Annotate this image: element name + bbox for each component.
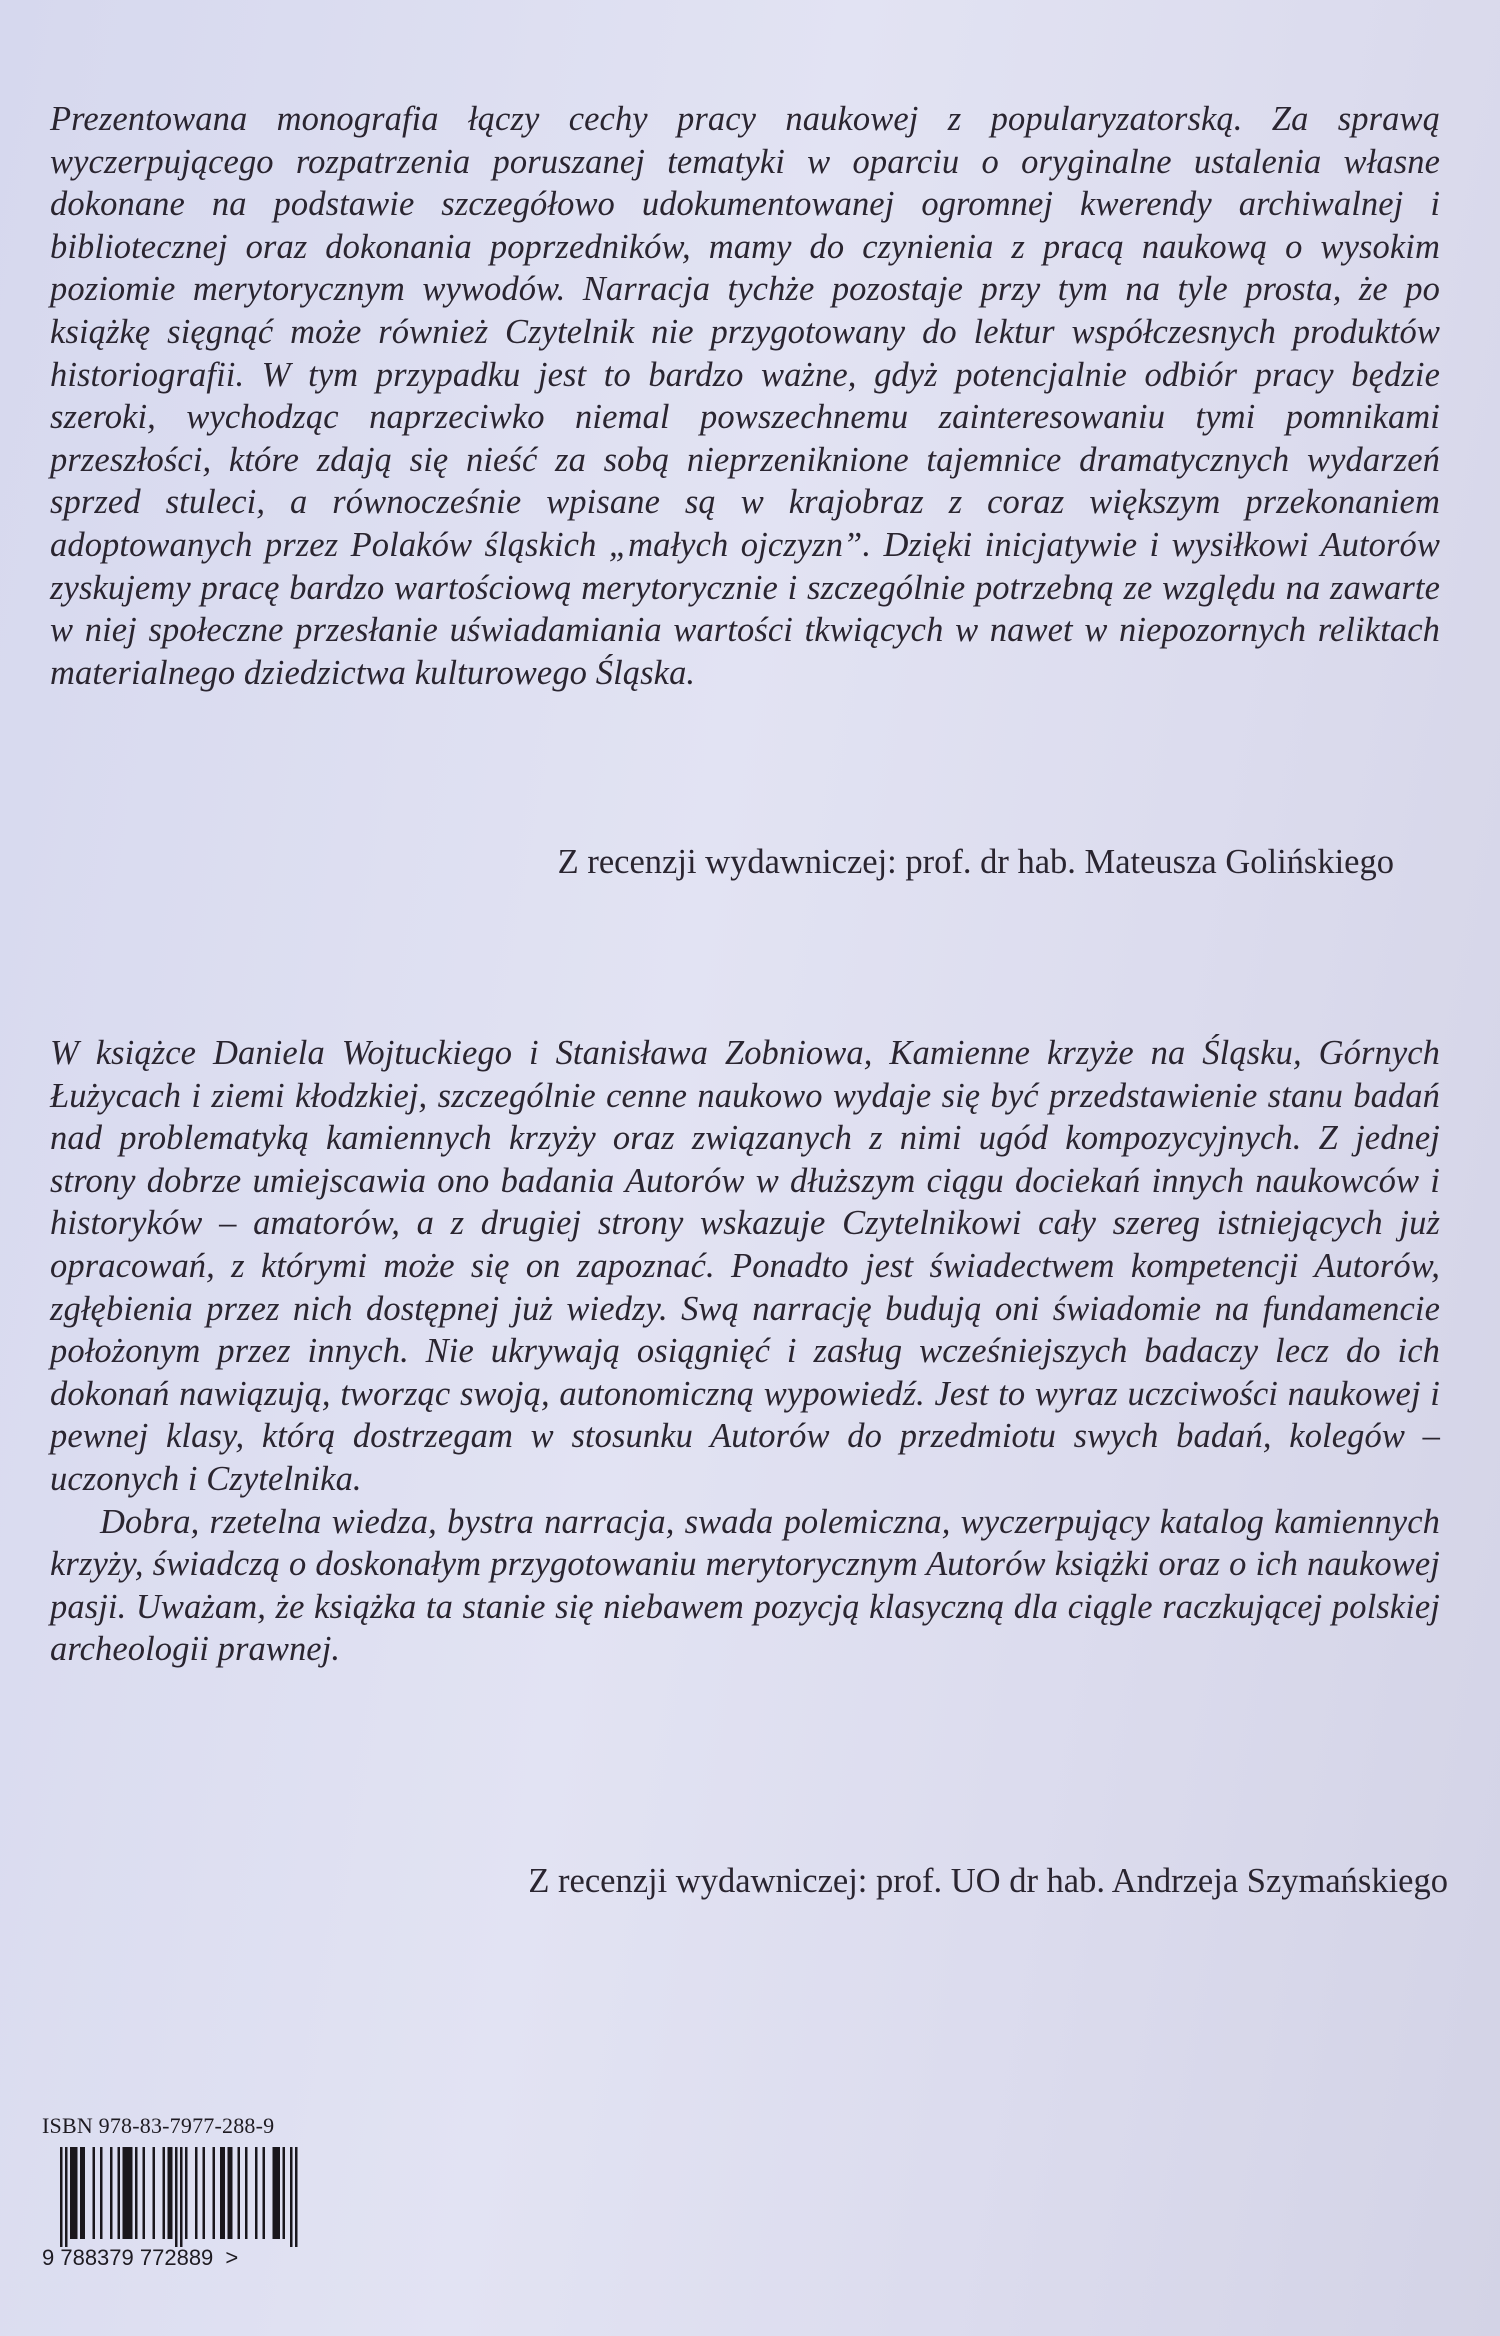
barcode-bar	[75, 2147, 78, 2239]
isbn-block	[42, 2113, 332, 2271]
barcode-bar	[245, 2147, 248, 2239]
review-1-attribution: Z recenzji wydawniczej: prof. dr hab. Mateusza Golińskiego	[557, 843, 1394, 881]
review-2-attribution: Z recenzji wydawniczej: prof. UO dr hab. Andrzeja Szymańskiego	[528, 1862, 1448, 1900]
barcode-bar	[185, 2147, 188, 2239]
barcode-bar	[128, 2147, 131, 2239]
barcode-graphic	[42, 2147, 332, 2247]
barcode-bar	[255, 2147, 258, 2239]
barcode-bar	[130, 2147, 133, 2239]
barcode-bar	[213, 2147, 216, 2239]
barcode-bar	[143, 2147, 146, 2239]
review-1-paragraph-1: Prezentowana monografia łączy cechy pracy naukowej z popularyzatorską. Za sprawą wyczerpującego rozpatrzenia poruszanej tematyki w oparciu o oryginalne ustalenia własne dokonane na podstawie szczegółowo udokumentowanej ogromnej kwerendy archiwalnej i bibliotecznej oraz dokonania poprzedników, mamy do czynienia z pracą naukową o wysokim poziomie merytorycznym wywodów. Narracja tychże pozostaje przy tym na tyle prosta, że po książkę sięgnąć może również Czytelnik nie przygotowany do lektur współczesnych produktów historiografii. W tym przypadku jest to bardzo ważne, gdyż potencjalnie odbiór pracy będzie szeroki, wychodząc naprzeciwko niemal powszechnemu zainteresowaniu tymi pomnikami przeszłości, które zdają się nieść za sobą nieprzeniknione tajemnice dramatycznych wydarzeń sprzed stuleci, a równocześnie wpisane są w krajobraz z coraz większym przekonaniem adoptowanych przez Polaków śląskich „małych ojczyzn”. Dzięki inicjatywie i wysiłkowi Autorów zyskujemy pracę bardzo wartościową merytorycznie i szczególnie potrzebną ze względu na zawarte w niej społeczne przesłanie uświadamiania wartości tkwiących w nawet w niepozornych reliktach materialnego dziedzictwa kulturowego Śląska.	[50, 100, 1440, 692]
barcode-bar	[230, 2147, 233, 2239]
review-2-paragraph-1: W książce Daniela Wojtuckiego i Stanisława Zobniowa, Kamienne krzyże na Śląsku, Górnych Łużycach i ziemi kłodzkiej, szczególnie cenne naukowo wydaje się być przedstawienie stanu badań nad problematyką kamiennych krzyży oraz związanych z nimi ugód kompozycyjnych. Z jednej strony dobrze umiejscawia ono badania Autorów w dłuższym ciągu dociekań innych naukowców i historyków – amatorów, a z drugiej strony wskazuje Czytelnikowi cały szereg istniejących już opracowań, z którymi może się on zapoznać. Ponadto jest świadectwem kompetencji Autorów, zgłębienia przez nich dostępnej już wiedzy. Swą narrację budują oni świadomie na fundamencie położonym przez innych. Nie ukrywają osiągnięć i zasług wcześniejszych badaczy lecz do ich dokonań nawiązują, tworząc swoją, autonomiczną wypowiedź. Jest to wyraz uczciwości naukowej i pewnej klasy, którą dostrzegam w stosunku Autorów do przedmiotu swych badań, kolegów – uczonych i Czytelnika.	[50, 1034, 1440, 1498]
barcode-bar	[220, 2147, 223, 2239]
barcode-bar	[60, 2147, 63, 2247]
barcode-bar	[163, 2147, 166, 2239]
barcode-bar	[275, 2147, 278, 2239]
barcode-digits-row	[42, 2245, 332, 2271]
barcode-bar	[70, 2147, 73, 2239]
barcode-bar	[223, 2147, 226, 2239]
barcode-bar	[118, 2147, 121, 2239]
review-2	[50, 1032, 1440, 1671]
barcode-bar	[73, 2147, 76, 2239]
barcode-bar	[110, 2147, 113, 2239]
barcode-bar	[83, 2147, 86, 2239]
barcode-bar	[278, 2147, 281, 2239]
barcode-bar	[80, 2147, 83, 2239]
barcode-bar	[168, 2147, 171, 2239]
barcode-bar	[290, 2147, 293, 2247]
isbn-label: ISBN 978-83-7977-288-9	[42, 2113, 275, 2138]
barcode-bar	[238, 2147, 241, 2239]
barcode-bar	[263, 2147, 266, 2239]
barcode-bar	[273, 2147, 276, 2239]
barcode-bar	[175, 2147, 178, 2247]
barcode-bar	[153, 2147, 156, 2239]
barcode-bar	[135, 2147, 138, 2239]
barcode-bar	[123, 2147, 126, 2239]
barcode-bar	[283, 2147, 286, 2239]
barcode-bar	[93, 2147, 96, 2239]
barcode-bar	[195, 2147, 198, 2239]
barcode-bar	[203, 2147, 206, 2239]
barcode-bar	[125, 2147, 128, 2239]
barcode-bar	[100, 2147, 103, 2239]
barcode-marker: >	[225, 2245, 239, 2270]
review-1	[50, 98, 1440, 694]
barcode-bar	[170, 2147, 173, 2239]
barcode-bar	[295, 2147, 298, 2247]
barcode-bar	[228, 2147, 231, 2239]
barcode-bar	[65, 2147, 68, 2247]
barcode-bar	[180, 2147, 183, 2247]
review-2-paragraph-2: Dobra, rzetelna wiedza, bystra narracja, swada polemiczna, wyczerpujący katalog kamiennych krzyży, świadczą o doskonałym przygotowaniu merytorycznym Autorów książki oraz o ich naukowej pasji. Uważam, że książka ta stanie się niebawem pozycją klasyczną dla ciągle raczkującej polskiej archeologii prawnej.	[50, 1502, 1440, 1669]
barcode-digits: 9 788379 772889	[42, 2245, 214, 2270]
